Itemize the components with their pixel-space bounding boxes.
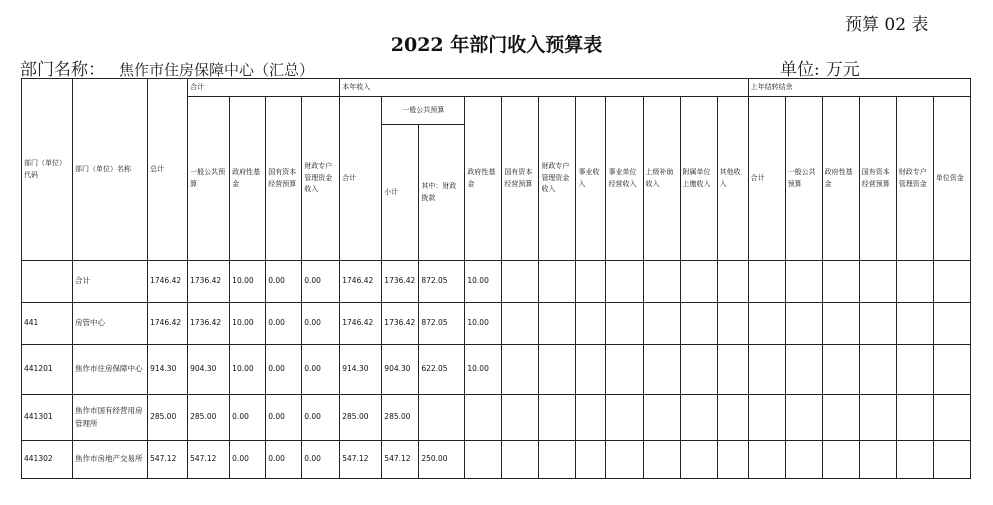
empty-cell [606,261,643,303]
empty-cell [933,345,970,395]
empty-cell [896,345,933,395]
header-group-bennian: 本年收入 [340,79,748,97]
empty-cell [539,261,576,303]
cell-heji-caizheng: 0.00 [302,395,340,441]
unit-value: 万元 [825,60,860,80]
header-heji-col-1: 一般公共预算 [188,97,230,261]
empty-cell [643,345,680,395]
table-row [22,261,971,303]
header-bn-yiban-xiaoji: 小计 [382,125,419,261]
empty-cell [643,441,680,479]
cell-heji-guoyou: 0.00 [266,441,302,479]
header-bn-col-8: 其他收入 [717,97,748,261]
cell-name: 合计 [73,261,148,303]
table-row [22,395,971,441]
cell-name: 房管中心 [73,303,148,345]
cell-code [22,261,73,303]
cell-heji-guoyou: 0.00 [266,395,302,441]
cell-heji-zhengfu: 10.00 [230,261,266,303]
header-row-group [22,79,971,97]
table-row [22,345,971,395]
empty-cell [822,261,859,303]
header-name: 部门（单位）名称 [73,79,148,261]
cell-heji-yiban: 547.12 [188,441,230,479]
header-group-shangnian: 上年结转结余 [748,79,970,97]
header-heji-col-3: 国有资本经营预算 [266,97,302,261]
header-sn-col-4: 国有资本经营预算 [859,97,896,261]
cell-code: 441201 [22,345,73,395]
cell-heji-caizheng: 0.00 [302,303,340,345]
cell-heji-guoyou: 0.00 [266,303,302,345]
cell-bn-total: 1746.42 [340,303,382,345]
empty-cell [896,261,933,303]
empty-cell [859,395,896,441]
empty-cell [822,303,859,345]
cell-heji-zhengfu: 10.00 [230,345,266,395]
cell-bn-zhengfu: 10.00 [465,261,502,303]
empty-cell [748,303,785,345]
header-bn-yiban: 一般公共预算 [382,97,465,125]
cell-bn-total: 1746.42 [340,261,382,303]
empty-cell [643,303,680,345]
empty-cell [502,261,539,303]
empty-cell [576,441,606,479]
empty-cell [896,441,933,479]
cell-bn-yiban-xiaoji: 285.00 [382,395,419,441]
cell-bn-zhengfu [465,441,502,479]
empty-cell [748,441,785,479]
cell-code: 441 [22,303,73,345]
unit-line [780,55,860,80]
empty-cell [717,261,748,303]
cell-name: 焦作市房地产交易所 [73,441,148,479]
header-bn-total: 合计 [340,97,382,261]
cell-bn-zhengfu [465,395,502,441]
department-line [20,55,314,80]
empty-cell [785,345,822,395]
header-sn-col-1: 合计 [748,97,785,261]
empty-cell [502,303,539,345]
empty-cell [896,303,933,345]
empty-cell [717,303,748,345]
empty-cell [680,303,717,345]
empty-cell [606,395,643,441]
budget-table [21,78,971,479]
empty-cell [643,261,680,303]
cell-name: 焦作市住房保障中心 [73,345,148,395]
empty-cell [785,441,822,479]
empty-cell [785,395,822,441]
cell-total: 285.00 [148,395,188,441]
header-bn-col-7: 附属单位上缴收入 [680,97,717,261]
cell-bn-yiban-qizhong: 250.00 [419,441,465,479]
cell-bn-yiban-xiaoji: 547.12 [382,441,419,479]
empty-cell [539,345,576,395]
header-bn-col-4: 事业收入 [576,97,606,261]
empty-cell [539,441,576,479]
cell-heji-zhengfu: 10.00 [230,303,266,345]
cell-heji-yiban: 285.00 [188,395,230,441]
empty-cell [576,303,606,345]
cell-heji-yiban: 1736.42 [188,261,230,303]
empty-cell [822,345,859,395]
header-bn-col-5: 事业单位经营收入 [606,97,643,261]
header-bn-yiban-qizhong: 其中：财政拨款 [419,125,465,261]
cell-code: 441302 [22,441,73,479]
empty-cell [606,441,643,479]
cell-bn-yiban-qizhong: 872.05 [419,261,465,303]
empty-cell [933,261,970,303]
empty-cell [717,345,748,395]
cell-name: 焦作市国有经营用房管理所 [73,395,148,441]
empty-cell [606,303,643,345]
empty-cell [576,395,606,441]
header-group-heji: 合计 [188,79,340,97]
header-heji-col-4: 财政专户管理资金收入 [302,97,340,261]
header-bn-col-6: 上级补助收入 [643,97,680,261]
cell-total: 547.12 [148,441,188,479]
header-total: 总计 [148,79,188,261]
cell-bn-total: 547.12 [340,441,382,479]
cell-bn-yiban-xiaoji: 904.30 [382,345,419,395]
empty-cell [576,261,606,303]
empty-cell [643,395,680,441]
empty-cell [502,441,539,479]
empty-cell [859,441,896,479]
empty-cell [785,261,822,303]
cell-bn-total: 285.00 [340,395,382,441]
header-heji-col-2: 政府性基金 [230,97,266,261]
table-row [22,303,971,345]
empty-cell [859,303,896,345]
department-label: 部门名称： [20,60,105,80]
empty-cell [502,395,539,441]
cell-heji-yiban: 904.30 [188,345,230,395]
cell-heji-guoyou: 0.00 [266,261,302,303]
table-row [22,441,971,479]
header-sn-col-3: 政府性基金 [822,97,859,261]
header-bn-col-1: 政府性基金 [465,97,502,261]
empty-cell [748,395,785,441]
empty-cell [933,303,970,345]
empty-cell [680,345,717,395]
empty-cell [680,261,717,303]
header-sn-col-6: 单位资金 [933,97,970,261]
empty-cell [859,261,896,303]
cell-heji-yiban: 1736.42 [188,303,230,345]
empty-cell [748,345,785,395]
cell-total: 1746.42 [148,303,188,345]
empty-cell [859,345,896,395]
page-title: 2022 年部门收入预算表 [390,34,603,56]
cell-heji-caizheng: 0.00 [302,441,340,479]
empty-cell [748,261,785,303]
header-bn-col-2: 国有资本经营预算 [502,97,539,261]
department-value: 焦作市住房保障中心（汇总） [119,61,315,79]
empty-cell [539,303,576,345]
header-sn-col-2: 一般公共预算 [785,97,822,261]
header-code: 部门（单位）代码 [22,79,73,261]
header-bn-col-3: 财政专户管理资金收入 [539,97,576,261]
cell-heji-caizheng: 0.00 [302,345,340,395]
unit-label: 单位: [780,60,820,80]
cell-bn-yiban-qizhong: 872.05 [419,303,465,345]
empty-cell [785,303,822,345]
cell-heji-zhengfu: 0.00 [230,395,266,441]
empty-cell [822,395,859,441]
empty-cell [680,395,717,441]
empty-cell [822,441,859,479]
empty-cell [933,441,970,479]
empty-cell [896,395,933,441]
empty-cell [576,345,606,395]
cell-bn-yiban-xiaoji: 1736.42 [382,261,419,303]
cell-bn-yiban-qizhong: 622.05 [419,345,465,395]
empty-cell [717,441,748,479]
empty-cell [717,395,748,441]
cell-bn-yiban-xiaoji: 1736.42 [382,303,419,345]
cell-heji-caizheng: 0.00 [302,261,340,303]
empty-cell [539,395,576,441]
cell-bn-zhengfu: 10.00 [465,303,502,345]
empty-cell [680,441,717,479]
cell-total: 1746.42 [148,261,188,303]
empty-cell [502,345,539,395]
form-number: 预算 02 表 [845,15,929,35]
cell-code: 441301 [22,395,73,441]
cell-bn-zhengfu: 10.00 [465,345,502,395]
cell-bn-yiban-qizhong [419,395,465,441]
cell-heji-zhengfu: 0.00 [230,441,266,479]
empty-cell [933,395,970,441]
header-sn-col-5: 财政专户管理资金 [896,97,933,261]
empty-cell [606,345,643,395]
cell-heji-guoyou: 0.00 [266,345,302,395]
cell-total: 914.30 [148,345,188,395]
cell-bn-total: 914.30 [340,345,382,395]
